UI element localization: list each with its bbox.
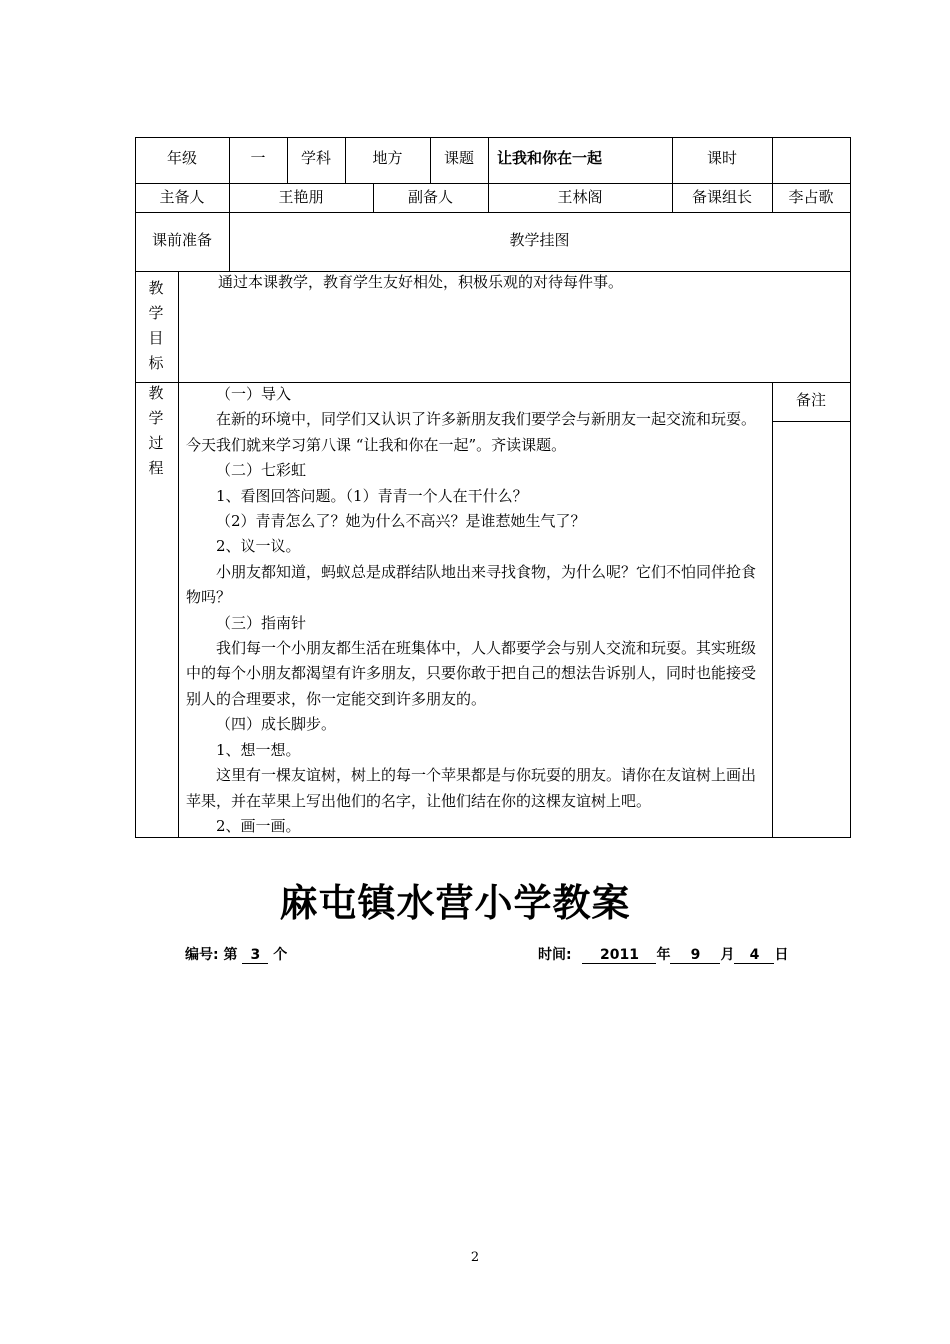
process-label (146, 381, 166, 481)
process-paragraph: 2、议一议。 (216, 537, 301, 556)
process-paragraph: 小朋友都知道，蚂蚁总是成群结队地出来寻找食物，为什么呢？它们不怕同伴抢食物吗？ (186, 562, 757, 607)
process-paragraph: 这里有一棵友谊树，树上的每一个苹果都是与你玩耍的朋友。请你在友谊树上画出苹果，并在苹果上写出他们的名字，让他们结在你的这棵友谊树上吧。 (186, 766, 757, 810)
date-day-unit: 日 (774, 947, 789, 963)
subject-label: 学科 (300, 149, 331, 167)
assistant-preparer-label: 副备人 (407, 188, 453, 206)
table-border-right (850, 137, 851, 838)
lesson-number-suffix: 个 (273, 947, 288, 963)
assistant-preparer-value: 王林阁 (557, 188, 603, 206)
process-paragraph: 在新的环境中，同学们又认识了许多新朋友我们要学会与新朋友一起交流和玩耍。今天我们就来学习第八课 “让我和你在一起”。齐读课题。 (186, 410, 757, 454)
lesson-number (185, 944, 287, 964)
page-number: 2 (470, 1250, 480, 1265)
date-year: 2011 (582, 947, 656, 964)
goal-label-char: 标 (148, 354, 164, 372)
date-year-unit: 年 (656, 947, 671, 963)
period-label: 课时 (706, 149, 737, 167)
lesson-number-value: 3 (242, 947, 268, 964)
process-label-char: 过 (148, 434, 164, 452)
process-label-char: 学 (148, 409, 164, 427)
process-paragraph: （2）青青怎么了？她为什么不高兴？是谁惹她生气了？ (216, 512, 586, 531)
table-border-top (135, 137, 851, 138)
grade-label: 年级 (166, 149, 197, 167)
date-label: 时间: (538, 947, 572, 963)
process-paragraph: （四）成长脚步。 (216, 715, 337, 734)
process-label-char: 程 (148, 459, 164, 477)
prep-label: 课前准备 (151, 231, 212, 249)
topic-label: 课题 (443, 149, 474, 167)
goal-label-char: 目 (148, 329, 164, 347)
process-paragraph: 1、看图回答问题。（1）青青一个人在干什么？ (216, 486, 528, 505)
group-lead-label: 备课组长 (691, 188, 752, 206)
grade-value: 一 (250, 149, 266, 167)
group-lead-value: 李占歌 (788, 188, 834, 206)
school-title: 麻屯镇水营小学教案 (279, 881, 631, 925)
process-content (186, 382, 766, 839)
date-line (538, 944, 788, 964)
process-paragraph: 2、画一画。 (216, 816, 301, 835)
date-month: 9 (670, 947, 720, 964)
date-day: 4 (734, 947, 774, 964)
prep-value: 教学挂图 (509, 231, 570, 249)
lead-preparer-value: 王艳朋 (278, 188, 324, 206)
process-paragraph: 1、想一想。 (216, 740, 301, 759)
process-paragraph: （二）七彩虹 (216, 461, 307, 480)
lead-preparer-label: 主备人 (159, 188, 205, 206)
date-month-unit: 月 (720, 947, 735, 963)
goal-text: 通过本课教学，教育学生友好相处，积极乐观的对待每件事。 (218, 273, 624, 291)
col-rule (178, 271, 179, 838)
table-rule (135, 183, 851, 184)
subject-value: 地方 (372, 149, 403, 167)
notes-rule (772, 421, 851, 422)
process-paragraph: （三）指南针 (216, 613, 307, 632)
process-label-char: 教 (148, 384, 164, 402)
table-rule (135, 212, 851, 213)
notes-label: 备注 (795, 391, 826, 409)
goal-label-char: 教 (148, 279, 164, 297)
goal-label (146, 276, 166, 376)
process-paragraph: 我们每一个小朋友都生活在班集体中，人人都要学会与别人交流和玩耍。其实班级中的每个小朋友都渴望有许多朋友，只要你敢于把自己的想法告诉别人，同时也能接受别人的合理要求，你一定能交到许多朋友的。 (186, 639, 757, 708)
topic-value: 让我和你在一起 (497, 149, 603, 167)
goal-label-char: 学 (148, 304, 164, 322)
col-rule (772, 382, 773, 838)
lesson-number-prefix: 编号: 第 (185, 947, 238, 963)
process-paragraph: （一）导入 (216, 385, 292, 403)
